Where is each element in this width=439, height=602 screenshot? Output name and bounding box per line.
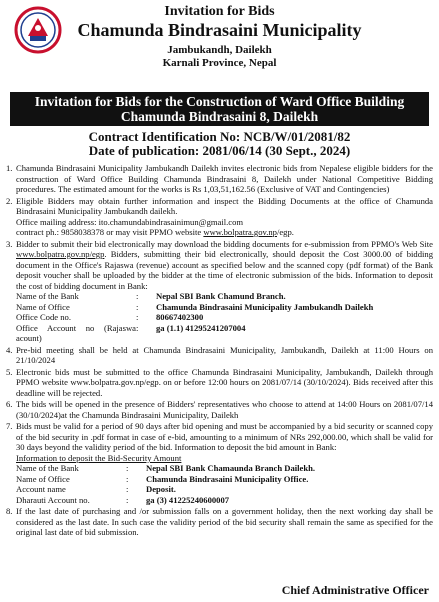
- list-item: [6, 399, 433, 420]
- publication-date: Date of publication: 2081/06/14 (30 Sept., 2024): [88, 143, 351, 158]
- organization-name: Chamunda Bindrasaini Municipality: [77, 20, 362, 40]
- office-mailing-address: Office mailing address: ito.chamundabindrasainimun@gmail.com: [16, 216, 244, 227]
- banner-line-1: Invitation for Bids for the Construction of Ward Office Building: [34, 94, 405, 109]
- item-number: 6.: [6, 399, 13, 409]
- ppmo-website-link[interactable]: www.bolpatra.gov.np: [203, 227, 277, 237]
- header: [6, 0, 433, 92]
- item-text: Chamunda Bindrasaini Municipality Jambukandh Dailekh invites electronic bids from Nepalese eligible bidders for the construction of Ward Office Building Chamunda Bindrasaini 8, Dailekh under National Competitive Bidding procedures. The estimated amount for the works is Rs 1,03,51,162.56 (Exclusive of VAT and Contingencies): [16, 163, 433, 194]
- title-banner: [10, 92, 429, 126]
- item-number: 3.: [6, 238, 13, 249]
- bank-detail-row: Name of the Bank : Nepal SBI Bank Chamaunda Branch Dailekh.: [16, 463, 316, 473]
- list-item: [6, 506, 433, 538]
- item-text: Electronic bids must be submitted to the office Chamunda Bindrasaini Municipality, Jambukandh, Dailekh through PPMO website www.bolpatra.gov.np/egp. on or before 12:00 hours on 2081/07/14 (30/10/2024). Bids received after this deadline will be rejected.: [16, 366, 433, 398]
- list-item: [6, 239, 433, 344]
- address-line-1: Jambukandh, Dailekh: [167, 44, 272, 56]
- bank-detail-row: Account name : Deposit.: [16, 484, 176, 494]
- item-text: If the last date of purchasing and /or submission falls on a government holiday, then the next working day shall be considered as the last date. In such case the validity period of the bid security shall remain the same as specified for the original last date of bid submission.: [16, 506, 433, 537]
- item-number: 2.: [6, 195, 13, 206]
- address-line-2: Karnali Province, Nepal: [162, 57, 277, 69]
- list-item: [6, 345, 433, 366]
- notice-items: [6, 163, 433, 538]
- bank-detail-row: Name of Office : Chamunda Bindrasaini Municipality Office.: [16, 473, 309, 484]
- bank-detail-row: Office Code no. : 80667402300: [16, 312, 204, 322]
- banner-line-2: Chamunda Bindrasaini 8, Dailekh: [120, 109, 319, 124]
- list-item: [6, 421, 433, 505]
- item-text: The bids will be opened in the presence of Bidders' representatives who choose to attend at 14:00 Hours on 2081/07/14 (30/10/2024)at the Chamunda Bindrasaini Municipality, Dailekh: [16, 399, 433, 420]
- signature-title: Chief Administrative Officer: [281, 583, 429, 597]
- item-number: 1.: [6, 163, 13, 173]
- item-text: Bidder to submit their bid electronically may download the bidding documents for e-submission from PPMO's Web Site www.bolpatra.gov.np/egp. Bidders, submitting their bid electronically, should deposit the Cost 3000.00 of bidding document in the Office's Rajaswa (revenue) account as specified below and the scanned copy (pdf format) of the Bank deposit voucher shall be uploaded by the bidder at the time of electronic submission of the bids. Information to deposit the cost of bidding document in Bank:: [16, 238, 433, 291]
- bank-detail-row: Name of the Bank : Nepal SBI Bank Chamund Branch.: [16, 291, 286, 301]
- item-number: 5.: [6, 366, 13, 377]
- invitation-heading: Invitation for Bids: [164, 4, 275, 19]
- item-number: 4.: [6, 344, 13, 355]
- list-item: [6, 196, 433, 238]
- egp-link[interactable]: www.bolpatra.gov.np/egp: [16, 249, 105, 259]
- item-text: Pre-bid meeting shall be held at Chamunda Bindrasaini Municipality, Jambukandh, Dailekh at 11:00 Hours on 21/10/2024: [16, 344, 433, 365]
- bid-security-heading: Information to deposit the Bid-Security Amount: [16, 452, 182, 463]
- contact-line: contract ph.: 9858038378 or may visit PPMO website www.bolpatra.gov.np/egp.: [16, 227, 294, 237]
- bank-detail-row: Name of Office : Chamunda Bindrasaini Municipality Jambukandh Dailekh: [16, 301, 374, 312]
- item-number: 8.: [6, 506, 13, 516]
- item-number: 7.: [6, 421, 13, 431]
- bank-detail-row: Office Account no (Rajaswa acount) : ga (1.1) 41295241207004: [16, 322, 246, 343]
- contract-info: [6, 130, 433, 158]
- item-text: Eligible Bidders may obtain further information and inspect the Bidding Documents at the office of Chamunda Bindrasaini Municipality Jambukandh dailekh.: [16, 195, 433, 216]
- list-item: [6, 163, 433, 195]
- bank-detail-row: Dharauti Account no. : ga (3) 41225240600007: [16, 494, 230, 505]
- list-item: [6, 367, 433, 399]
- contract-id: Contract Identification No: NCB/W/01/2081/82: [88, 129, 351, 144]
- item-text: Bids must be valid for a period of 90 days after bid opening and must be accompanied by a bid security or scanned copy of the bid security in .pdf format in case of e-bid, amounting to a minimum of NRs 292,000.00, which shall be valid for 30 days beyond the validity period of the bid. Information to deposit the bid amount in Bank:: [16, 421, 433, 452]
